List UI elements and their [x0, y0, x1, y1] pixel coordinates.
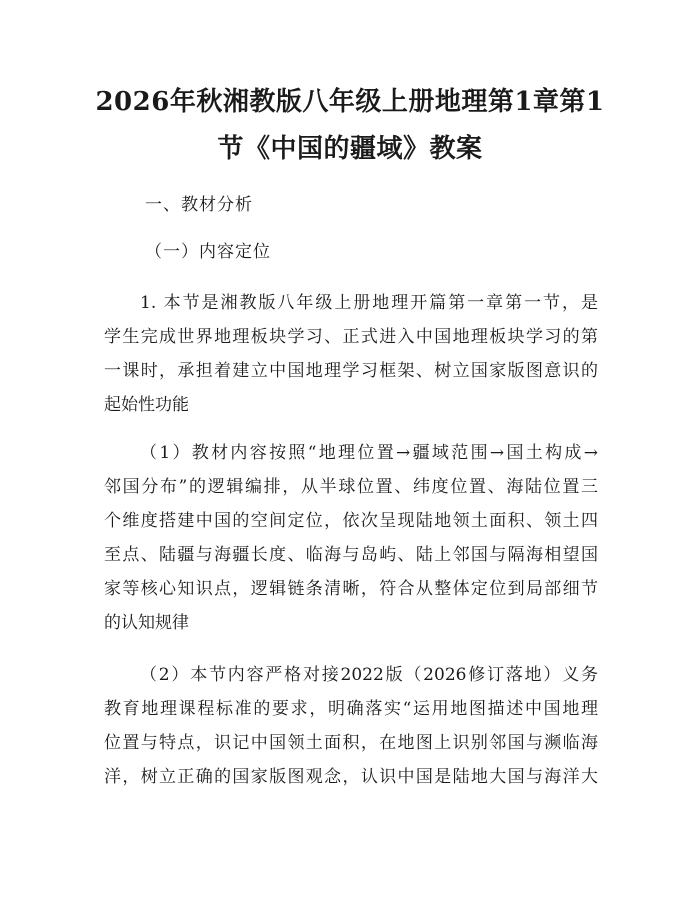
paragraph-line: 位置与特点，识记中国领土面积，在地图上识别邻国与濒临海 [104, 733, 598, 753]
paragraph-line: 的认知规律 [104, 613, 189, 633]
paragraph-line: 个维度搭建中国的空间定位，依次呈现陆地领土面积、领土四 [104, 511, 598, 531]
paragraph-line: 家等核心知识点，逻辑链条清晰，符合从整体定位到局部细节 [104, 579, 598, 599]
paragraph-line: 邻国分布”的逻辑编排，从半球位置、纬度位置、海陆位置三 [104, 477, 598, 497]
paragraph-line: （1）教材内容按照“地理位置→疆域范围→国土构成→ [140, 443, 598, 463]
section-heading: 一、教材分析 [145, 195, 253, 215]
paragraph-line: 至点、陆疆与海疆长度、临海与岛屿、陆上邻国与隔海相望国 [104, 545, 598, 565]
subsection-heading: （一）内容定位 [145, 242, 271, 262]
document-title-line-2: 节《中国的疆域》教案 [217, 134, 483, 164]
paragraph-2 [104, 436, 598, 640]
paragraph-line: （2）本节内容严格对接2022版（2026修订落地）义务 [140, 665, 598, 685]
paragraph-line: 学生完成世界地理板块学习、正式进入中国地理板块学习的第 [104, 327, 598, 347]
paragraph-line: 1. 本节是湘教版八年级上册地理开篇第一章第一节，是 [140, 293, 598, 313]
paragraph-line: 一课时，承担着建立中国地理学习框架、树立国家版图意识的 [104, 361, 598, 381]
paragraph-3 [104, 658, 598, 794]
paragraph-line: 教育地理课程标准的要求，明确落实“运用地图描述中国地理 [104, 699, 598, 719]
paragraph-line: 洋，树立正确的国家版图观念，认识中国是陆地大国与海洋大 [104, 767, 598, 787]
paragraph-1 [104, 286, 598, 422]
document-title-line-1: 2026年秋湘教版八年级上册地理第1章第1 [95, 87, 605, 117]
paragraph-line: 起始性功能 [104, 395, 189, 415]
